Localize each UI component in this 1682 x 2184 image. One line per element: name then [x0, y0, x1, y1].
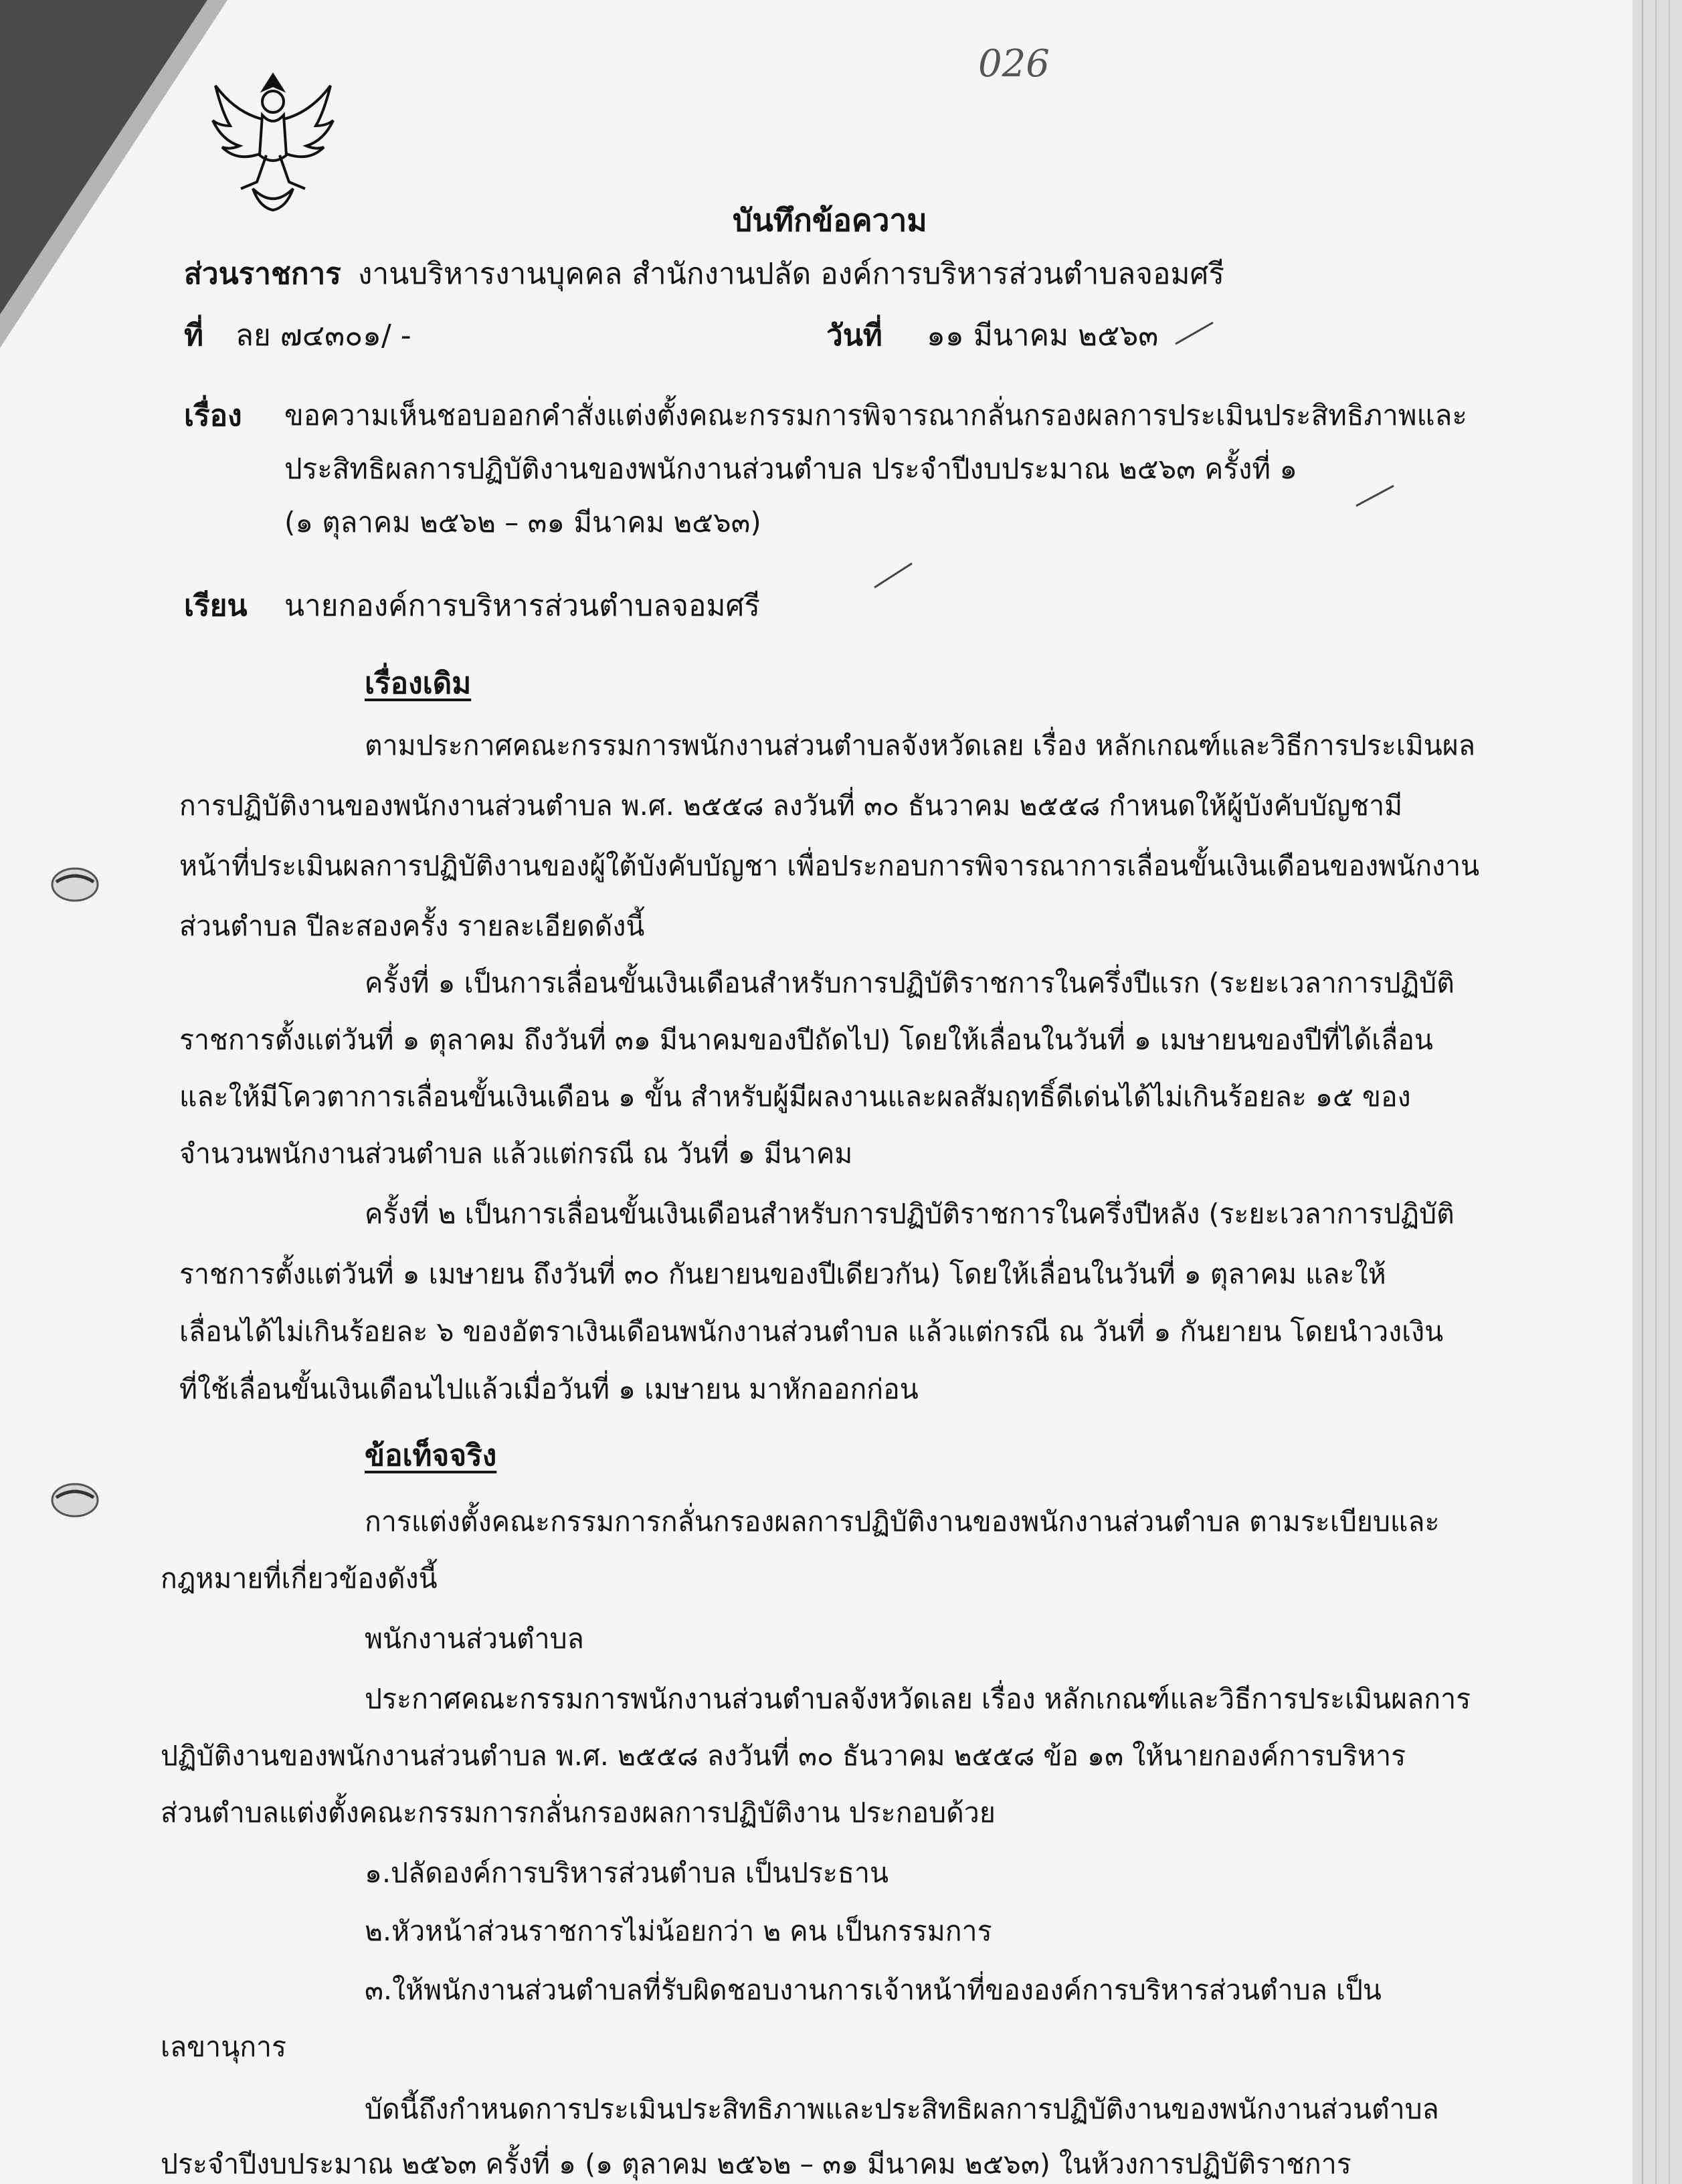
- background-line: ราชการตั้งแต่วันที่ ๑ ตุลาคม ถึงวันที่ ๓๑ มีนาคมของปีถัดไป) โดยให้เลื่อนในวันที่ ๑ เมษายนของปีที่ได้เลื่อน: [179, 1024, 1433, 1056]
- agency-label: ส่วนราชการ: [184, 257, 341, 291]
- ref-value: ลย ๗๔๓๐๑/ -: [236, 318, 411, 353]
- background-line: ตามประกาศคณะกรรมการพนักงานส่วนตำบลจังหวัดเลย เรื่อง หลักเกณฑ์และวิธีการประเมินผล: [365, 729, 1475, 761]
- background-line: เลื่อนได้ไม่เกินร้อยละ ๖ ของอัตราเงินเดือนพนักงานส่วนตำบล แล้วแต่กรณี ณ วันที่ ๑ กันยายน โดยนำวงเงิน: [179, 1315, 1444, 1348]
- handwritten-page-number: 026: [978, 42, 1050, 86]
- facts-line: ส่วนตำบลแต่งตั้งคณะกรรมการกลั่นกรองผลการปฏิบัติงาน ประกอบด้วย: [161, 1797, 996, 1829]
- punch-hole-top: [52, 869, 98, 901]
- facts-line: ปฏิบัติงานของพนักงานส่วนตำบล พ.ศ. ๒๕๕๘ ลงวันที่ ๓๐ ธันวาคม ๒๕๕๘ ข้อ ๑๓ ให้นายกองค์การบริหาร: [161, 1740, 1406, 1772]
- background-line: ครั้งที่ ๑ เป็นการเลื่อนขั้นเงินเดือนสำหรับการปฏิบัติราชการในครึ่งปีแรก (ระยะเวลาการปฏิบัติ: [365, 967, 1455, 999]
- garuda-emblem-icon: [206, 55, 340, 215]
- subject-label: เรื่อง: [184, 399, 242, 433]
- facts-line: การแต่งตั้งคณะกรรมการกลั่นกรองผลการปฏิบัติงานของพนักงานส่วนตำบล ตามระเบียบและ: [365, 1506, 1440, 1538]
- background-line: ราชการตั้งแต่วันที่ ๑ เมษายน ถึงวันที่ ๓๐ กันยายนของปีเดียวกัน) โดยให้เลื่อนในวันที่ ๑ ตุลาคม และให้: [179, 1258, 1386, 1290]
- agency-value: งานบริหารงานบุคคล สำนักงานปลัด องค์การบริหารส่วนตำบลจอมศรี: [358, 257, 1225, 291]
- background-line: จำนวนพนักงานส่วนตำบล แล้วแต่กรณี ณ วันที่ ๑ มีนาคม: [179, 1138, 853, 1170]
- facts-line: ๑.ปลัดองค์การบริหารส่วนตำบล เป็นประธาน: [365, 1857, 889, 1889]
- subject-line: (๑ ตุลาคม ๒๕๖๒ – ๓๑ มีนาคม ๒๕๖๓): [284, 506, 761, 539]
- background-heading: เรื่องเดิม: [365, 666, 472, 701]
- facts-line: บัดนี้ถึงกำหนดการประเมินประสิทธิภาพและประสิทธิผลการปฏิบัติงานของพนักงานส่วนตำบล: [365, 2093, 1439, 2125]
- pen-tick-icon: [873, 561, 913, 590]
- facts-line: ๒.หัวหน้าส่วนราชการไม่น้อยกว่า ๒ คน เป็นกรรมการ: [365, 1915, 992, 1947]
- facts-line: กฎหมายที่เกี่ยวข้องดังนี้: [161, 1562, 438, 1595]
- punch-hole-bottom: [52, 1484, 98, 1516]
- facts-line: ประจำปีงบประมาณ ๒๕๖๓ ครั้งที่ ๑ (๑ ตุลาคม ๒๕๖๒ – ๓๑ มีนาคม ๒๕๖๓) ในห้วงการปฏิบัติราชการ: [161, 2148, 1351, 2180]
- background-line: ที่ใช้เลื่อนขั้นเงินเดือนไปแล้วเมื่อวันที่ ๑ เมษายน มาหักออกก่อน: [179, 1373, 919, 1405]
- to-label: เรียน: [184, 589, 248, 623]
- facts-line: ประกาศคณะกรรมการพนักงานส่วนตำบลจังหวัดเลย เรื่อง หลักเกณฑ์และวิธีการประเมินผลการ: [365, 1683, 1471, 1715]
- facts-line: เลขานุการ: [161, 2031, 287, 2063]
- ref-label: ที่: [184, 318, 204, 353]
- date-label: วันที่: [826, 318, 882, 353]
- subject-line: ประสิทธิผลการปฏิบัติงานของพนักงานส่วนตำบล ประจำปีงบประมาณ ๒๕๖๓ ครั้งที่ ๑: [284, 452, 1298, 485]
- subject-line: ขอความเห็นชอบออกคำสั่งแต่งตั้งคณะกรรมการพิจารณากลั่นกรองผลการประเมินประสิทธิภาพและ: [284, 399, 1467, 432]
- background-line: ส่วนตำบล ปีละสองครั้ง รายละเอียดดังนี้: [179, 910, 645, 942]
- facts-line: ๓.ให้พนักงานส่วนตำบลที่รับผิดชอบงานการเจ้าหน้าที่ขององค์การบริหารส่วนตำบล เป็น: [365, 1974, 1382, 2006]
- background-line: การปฏิบัติงานของพนักงานส่วนตำบล พ.ศ. ๒๕๕๘ ลงวันที่ ๓๐ ธันวาคม ๒๕๕๘ กำหนดให้ผู้บังคับบัญชามี: [179, 790, 1403, 822]
- background-line: ครั้งที่ ๒ เป็นการเลื่อนขั้นเงินเดือนสำหรับการปฏิบัติราชการในครึ่งปีหลัง (ระยะเวลาการปฏิบัติ: [365, 1198, 1455, 1230]
- facts-line: พนักงานส่วนตำบล: [365, 1623, 584, 1655]
- background-line: และให้มีโควตาการเลื่อนขั้นเงินเดือน ๑ ขั้น สำหรับผู้มีผลงานและผลสัมฤทธิ์ดีเด่นได้ไม่เกินร้อยละ ๑๕ ของ: [179, 1081, 1411, 1113]
- date-value: ๑๑ มีนาคม ๒๕๖๓: [927, 318, 1159, 353]
- pen-tick-icon: [1174, 320, 1214, 347]
- pen-tick-icon: [1355, 482, 1395, 509]
- to-value: นายกองค์การบริหารส่วนตำบลจอมศรี: [284, 589, 761, 623]
- facts-heading: ข้อเท็จจริง: [365, 1439, 497, 1473]
- memo-title: บันทึกข้อความ: [733, 202, 927, 238]
- background-line: หน้าที่ประเมินผลการปฏิบัติงานของผู้ใต้บังคับบัญชา เพื่อประกอบการพิจารณาการเลื่อนขั้นเงินเดือนของพนักงาน: [179, 850, 1480, 882]
